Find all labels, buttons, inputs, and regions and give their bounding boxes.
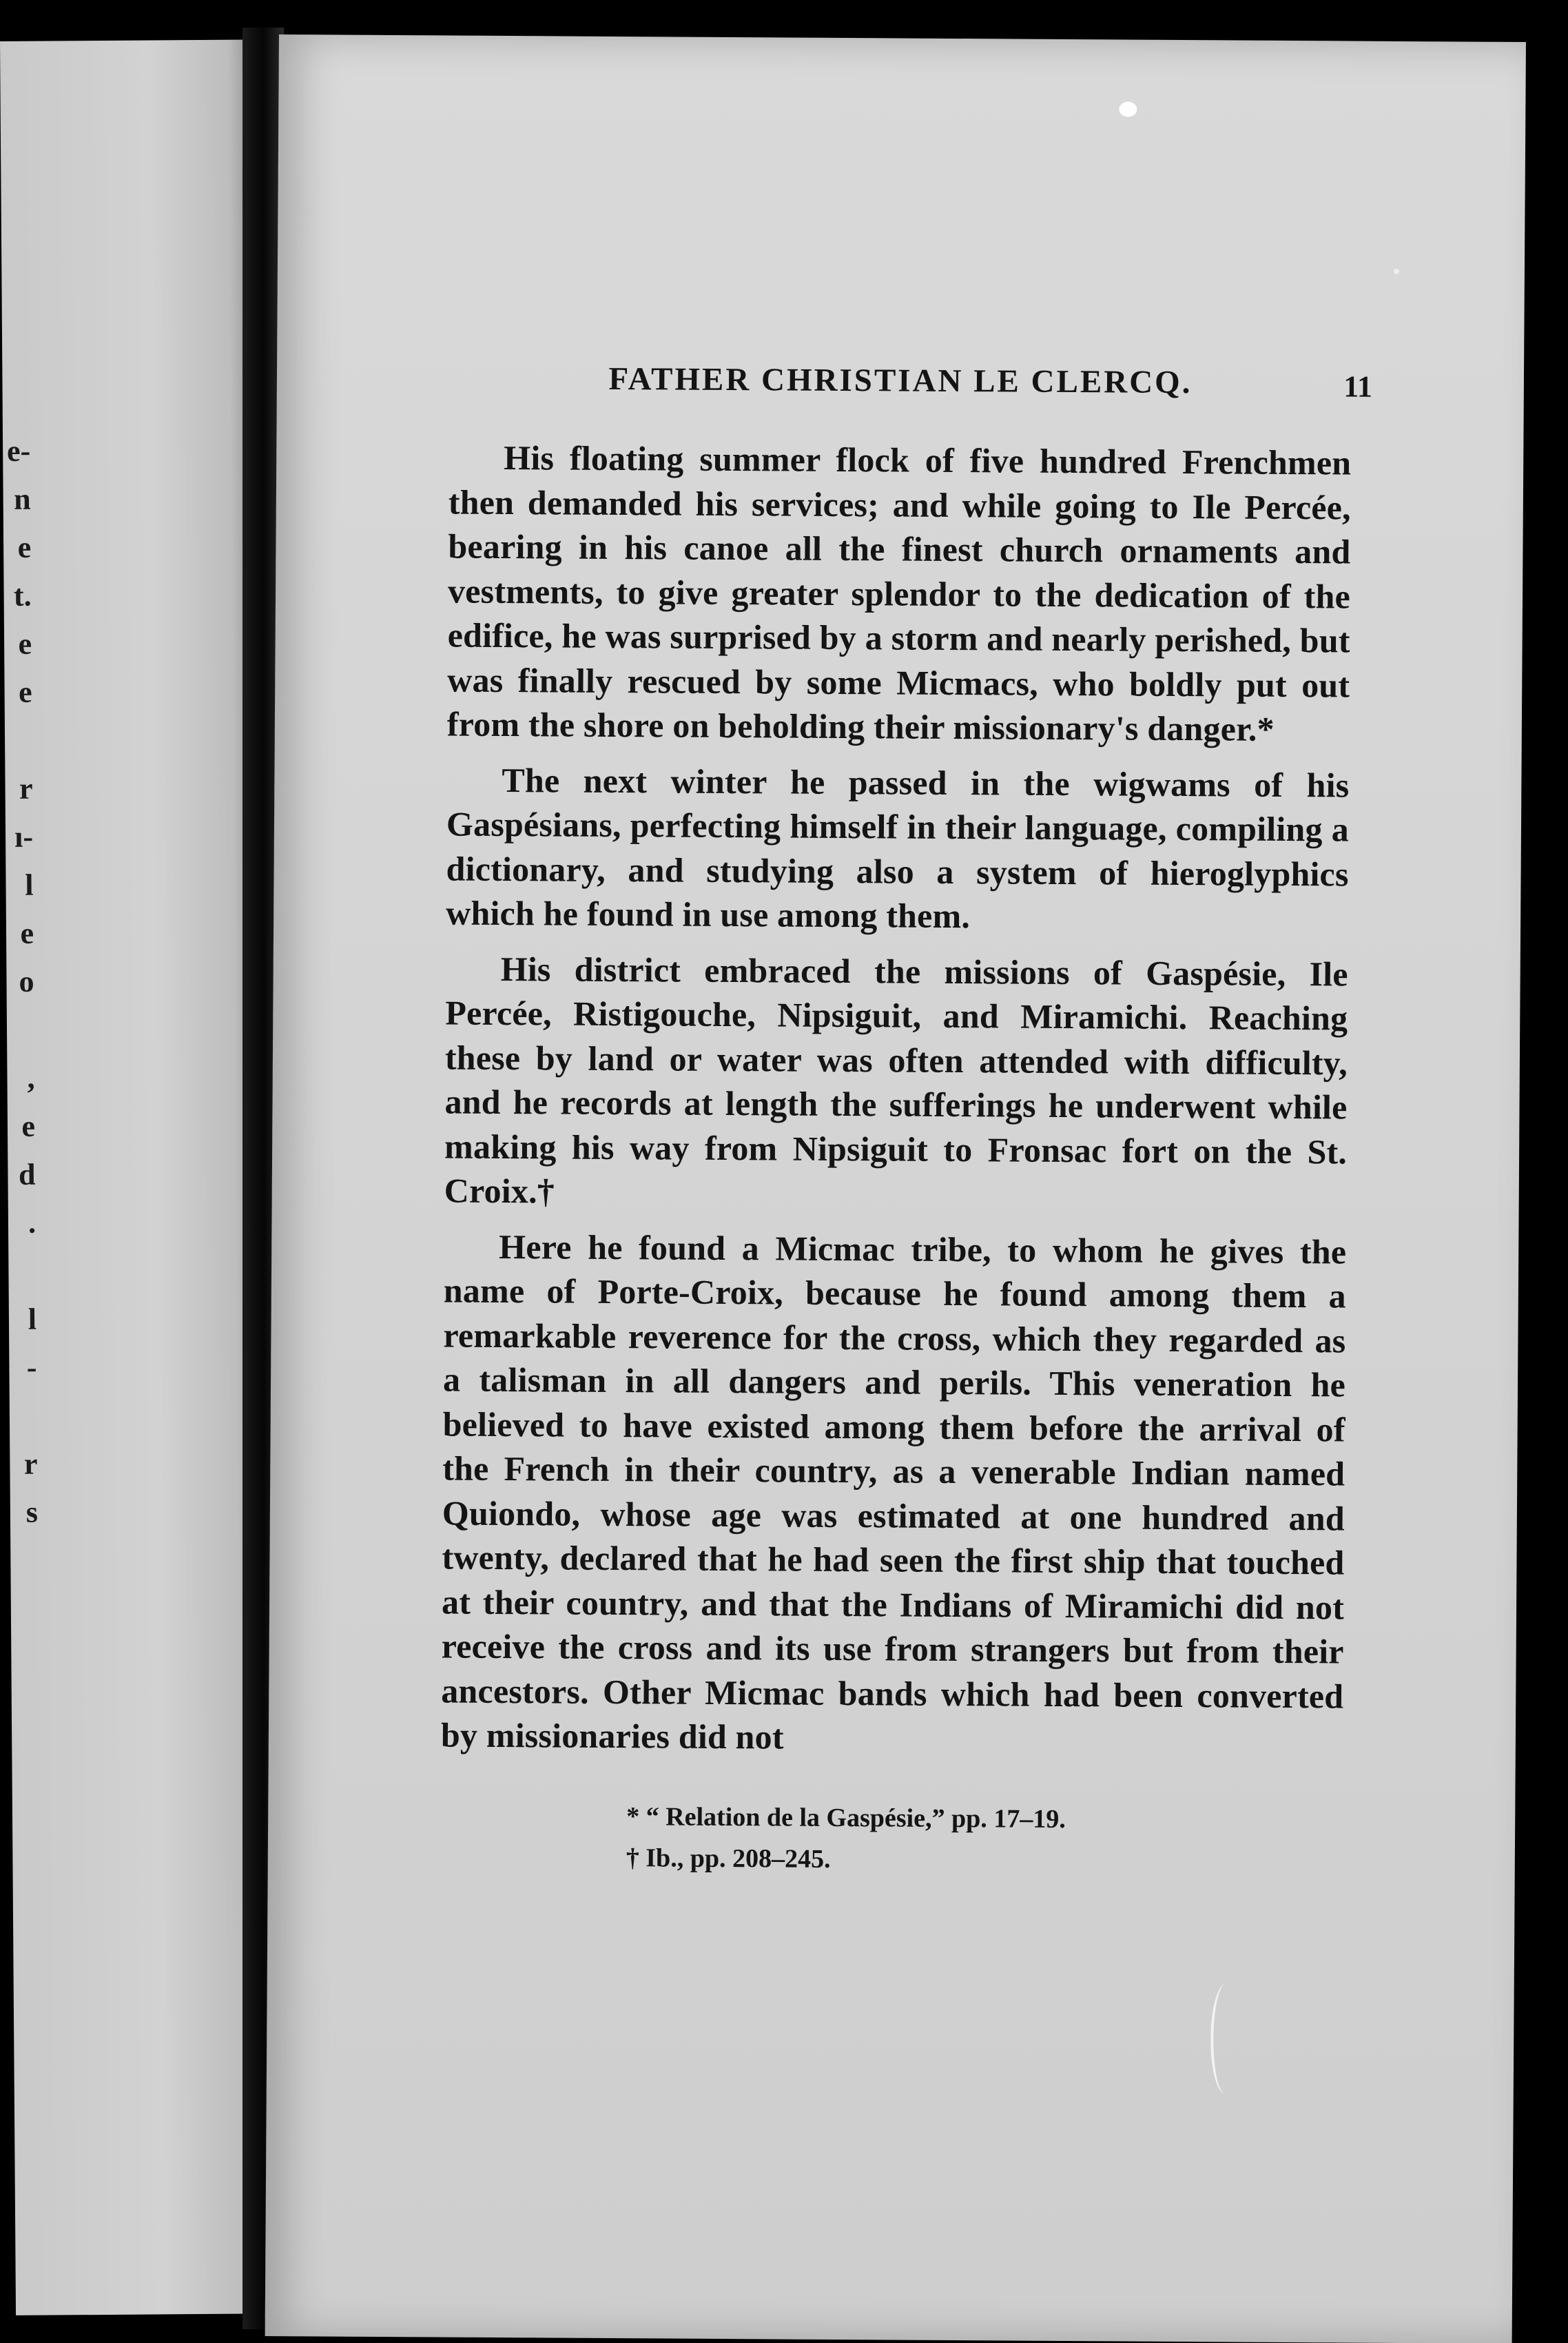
left-page-edge [0, 39, 264, 2315]
footnote: † Ib., pp. 208–245. [626, 1843, 831, 1874]
scan-scratch [1210, 1983, 1241, 2094]
left-page-bleed-text: e- n e t. e e r ı- l e o , e d . l - r s [6, 433, 39, 1577]
page-content [440, 360, 1373, 1883]
body-paragraph: The next winter he passed in the wigwams of his Gaspésians, perfecting himself in their language, compiling a dictionary, and studying also a system of hieroglyphics which he found in use among them. [446, 760, 1350, 936]
right-page [265, 34, 1526, 2343]
running-head [448, 360, 1373, 441]
footnotes [440, 1794, 1343, 1883]
scan-speck [1119, 101, 1137, 116]
body-paragraph: His district embraced the missions of Gaspésie, Ile Percée, Ristigouche, Nipsiguit, and Miramichi. Reaching these by land or water was often attended with difficulty, and he records at length the sufferings he underwent while making his way from Nipsiguit to Fronsac fort on the St. Croix.† [444, 949, 1348, 1211]
scan-border [1526, 34, 1568, 2343]
running-title: FATHER CHRISTIAN LE CLERCQ. [608, 360, 1193, 401]
body-paragraph: His floating summer flock of five hundred Frenchmen then demanded his services; and while going to Ile Percée, bearing in his canoe all the finest church ornaments and vestments, to give greater splendor to the dedication of the edifice, he was surprised by a storm and nearly perished, but was finally rescued by some Micmacs, who boldly put out from the shore on beholding their missionary's danger.* [446, 438, 1352, 748]
body-paragraph: Here he found a Micmac tribe, to whom he gives the name of Porte-Croix, because he found among them a remarkable reverence for the cross, which they regarded as a talisman in all dangers and perils. This veneration he believed to have existed among them before the arrival of the French in their country, as a venerable Indian named Quiondo, whose age was estimated at one hundred and twenty, declared that he had seen the first ship that touched at their country, and that the Indians of Miramichi did not receive the cross and its use from strangers but from their ancestors. Other Micmac bands which had been converted by missionaries did not [440, 1227, 1347, 1757]
scan-speck [1394, 269, 1399, 274]
footnote: * “ Relation de la Gaspésie,” pp. 17–19. [626, 1801, 1066, 1834]
page-number: 11 [1343, 369, 1373, 404]
